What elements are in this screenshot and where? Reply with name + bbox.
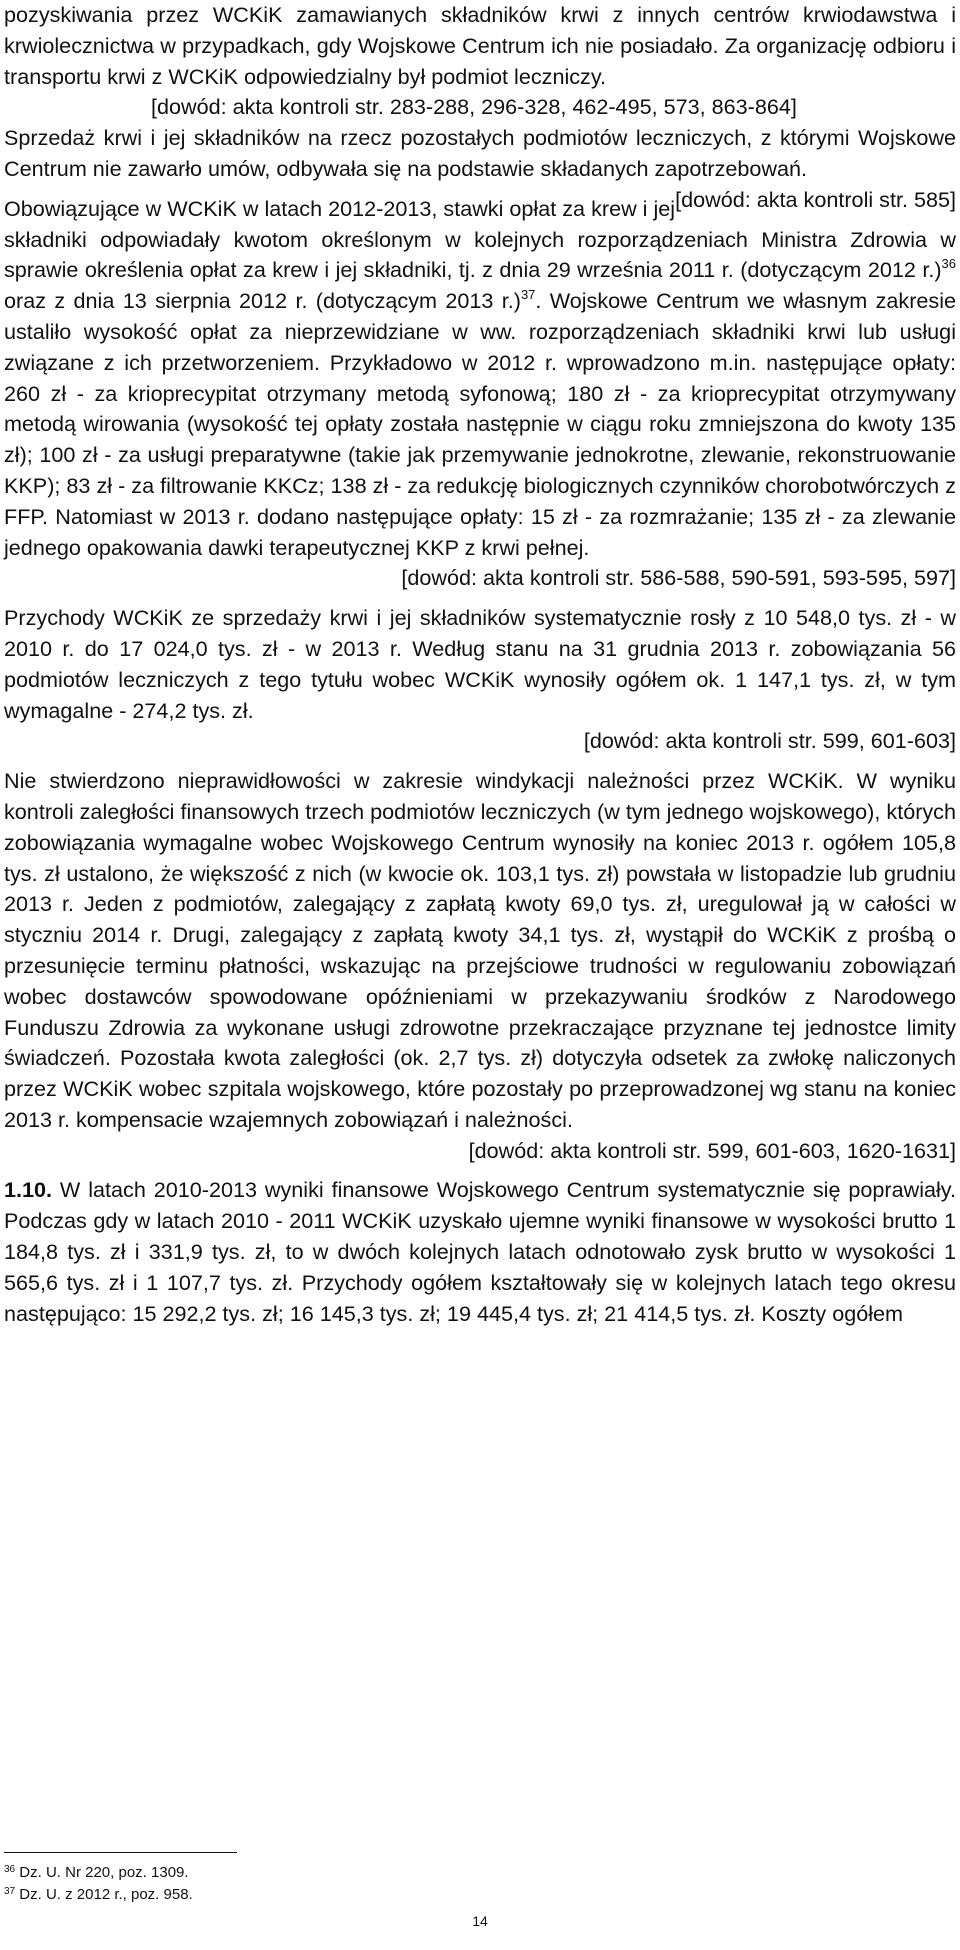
paragraph-3-text-b: oraz z dnia 13 sierpnia 2012 r. (dotyczącym 2013 r.): [4, 288, 521, 314]
footnote-separator: [4, 1852, 237, 1853]
section-1-10-text: W latach 2010-2013 wyniki finansowe Wojskowego Centrum systematycznie się poprawiały. Podczas gdy w latach 2010 - 2011 WCKiK uzyskało ujemne wyniki finansowe w wysokości brutto 1 184,8 tys. zł i 331,9 tys. zł, to w dwóch kolejnych latach odnotowało zysk brutto w wysokości 1 565,6 tys. zł i 1 107,7 tys. zł. Przychody ogółem kształtowały się w kolejnych latach tego okresu następująco: 15 292,2 tys. zł; 16 145,3 tys. zł; 19 445,4 tys. zł; 21 414,5 tys. zł. Koszty ogółem: [4, 1177, 956, 1326]
footnotes: [4, 1862, 904, 1906]
footnote-number-36: 36: [4, 1864, 16, 1875]
paragraph-3-text-c: . Wojskowe Centrum we własnym zakresie ustaliło wysokość opłat za nieprzewidziane w ww. rozporządzeniach składniki krwi lub usługi związane z ich przetworzeniem. Przykładowo w 2012 r. wprowadzono m.in. następujące opłaty: 260 zł - za krioprecypitat otrzymany metodą syfonową; 180 zł - za krioprecypitat otrzymywany metodą wirowania (wysokość tej opłaty została następnie w ciągu roku zmniejszona do kwoty 135 zł); 100 zł - za usługi preparatywne (takie jak przemywanie jednokrotne, zlewanie, rekonstruowanie KKP); 83 zł - za filtrowanie KKCz; 138 zł - za redukcję biologicznych czynników chorobotwórczych z FFP. Natomiast w 2013 r. dodano następujące opłaty: 15 zł - za rozmrażanie; 135 zł - za zlewanie jednego opakowania dawki terapeutycznej KKP z krwi pełnej.: [4, 288, 956, 560]
footnote-37: [4, 1884, 904, 1906]
paragraph-1: [4, 0, 956, 92]
footnote-number-37: 37: [4, 1886, 16, 1897]
paragraph-2: [4, 123, 956, 212]
paragraph-3: [4, 194, 956, 564]
paragraph-4: [4, 603, 956, 726]
section-number: 1.10.: [4, 1177, 53, 1203]
paragraph-2-text: Sprzedaż krwi i jej składników na rzecz pozostałych podmiotów leczniczych, z którymi Wojskowe Centrum nie zawarło umów, odbywała się na podstawie składanych zapotrzebowań.: [4, 125, 956, 181]
citation-3: [dowód: akta kontroli str. 586-588, 590-591, 593-595, 597]: [401, 565, 956, 591]
paragraph-5-text: Nie stwierdzono nieprawidłowości w zakresie windykacji należności przez WCKiK. W wyniku kontroli zaległości finansowych trzech podmiotów leczniczych (w tym jednego wojskowego), których zobowiązania wymagalne wobec Wojskowego Centrum wynosiły na koniec 2013 r. ogółem 105,8 tys. zł ustalono, że większość z nich (w kwocie ok. 103,1 tys. zł) powstała w listopadzie lub grudniu 2013 r. Jeden z podmiotów, zalegający z zapłatą kwoty 69,0 tys. zł, uregulował ją w całości w styczniu 2014 r. Drugi, zalegający z zapłatą kwoty 34,1 tys. zł, wystąpił do WCKiK z prośbą o przesunięcie terminu płatności, wskazując na przejściowe trudności w regulowaniu zobowiązań wobec dostawców spowodowane opóźnieniami w przekazywaniu środków z Narodowego Funduszu Zdrowia za wykonane usługi zdrowotne przekraczające przyznane tej jednostce limity świadczeń. Pozostała kwota zaległości (ok. 2,7 tys. zł) dotyczyła odsetek za zwłokę naliczonych przez WCKiK wobec szpitala wojskowego, które pozostały po przeprowadzonej wg stanu na koniec 2013 r. kompensacie wzajemnych zobowiązań i należności.: [4, 768, 956, 1132]
section-1-10: [4, 1175, 956, 1329]
footnote-text-37: Dz. U. z 2012 r., poz. 958.: [15, 1886, 193, 1903]
paragraph-5: [4, 766, 956, 1136]
page-number: 14: [472, 1913, 488, 1929]
citation-3-line: [4, 563, 956, 594]
footnote-ref-37[interactable]: 37: [520, 287, 536, 303]
paragraph-1-text: pozyskiwania przez WCKiK zamawianych składników krwi z innych centrów krwiodawstwa i krwiolecznictwa w przypadkach, gdy Wojskowe Centrum ich nie posiadało. Za organizację odbioru i transportu krwi z WCKiK odpowiedzialny był podmiot leczniczy.: [4, 2, 956, 89]
citation-5: [dowód: akta kontroli str. 599, 601-603, 1620-1631]: [468, 1137, 956, 1163]
citation-4-line: [4, 726, 956, 757]
citation-5-line: [4, 1136, 956, 1167]
citation-1: [dowód: akta kontroli str. 283-288, 296-328, 462-495, 573, 863-864]: [151, 94, 797, 120]
paragraph-3-text-a: Obowiązujące w WCKiK w latach 2012-2013, stawki opłat za krew i jej składniki odpowiadały kwotom określonym w kolejnych rozporządzeniach Ministra Zdrowia w sprawie określenia opłat za krew i jej składniki, tj. z dnia 29 września 2011 r. (dotyczącym 2012 r.): [4, 195, 956, 283]
footnote-36: [4, 1862, 904, 1884]
footnote-ref-36[interactable]: 36: [941, 256, 956, 272]
citation-2: [dowód: akta kontroli str. 585]: [675, 186, 956, 212]
citation-1-line: [4, 92, 956, 123]
paragraph-4-text: Przychody WCKiK ze sprzedaży krwi i jej składników systematycznie rosły z 10 548,0 tys. zł - w 2010 r. do 17 024,0 tys. zł - w 2013 r. Według stanu na 31 grudnia 2013 r. zobowiązania 56 podmiotów leczniczych z tego tytułu wobec WCKiK wynosiły ogółem ok. 1 147,1 tys. zł, w tym wymagalne - 274,2 tys. zł.: [4, 605, 956, 723]
footnote-text-36: Dz. U. Nr 220, poz. 1309.: [15, 1864, 189, 1881]
citation-4: [dowód: akta kontroli str. 599, 601-603]: [583, 728, 956, 754]
document-body: [4, 0, 956, 1329]
